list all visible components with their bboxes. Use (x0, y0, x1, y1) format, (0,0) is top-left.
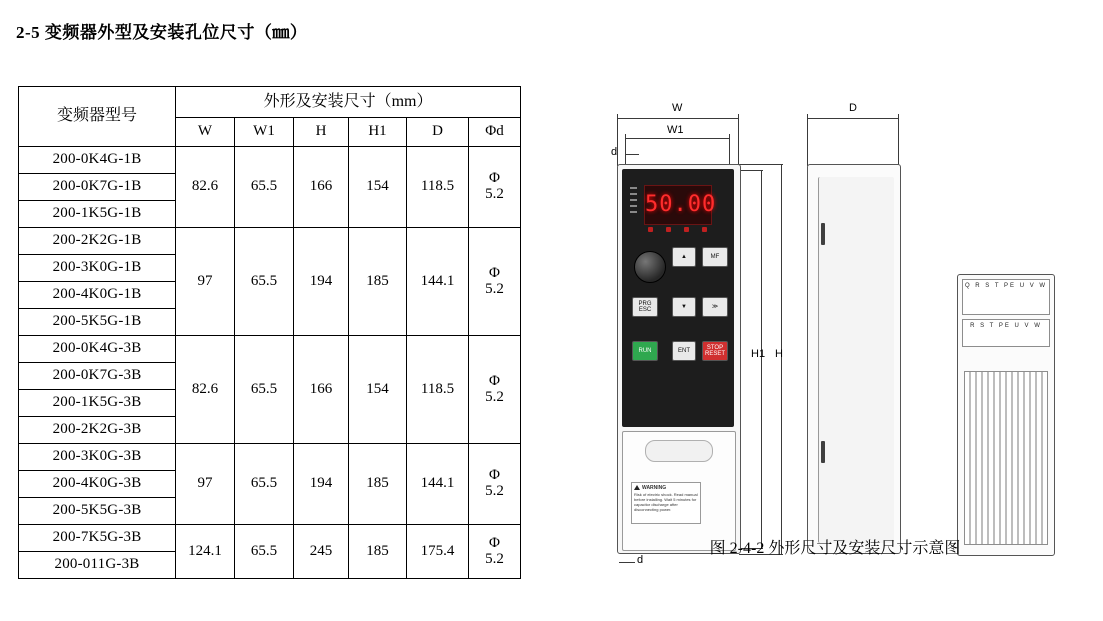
value-d: 175.4 (407, 525, 469, 579)
display-value: 50.00 (645, 192, 717, 217)
status-led (630, 193, 637, 195)
table-row (19, 147, 521, 174)
value-h1: 154 (349, 336, 407, 444)
up-button[interactable]: ▲ (672, 247, 696, 267)
value-phid (469, 228, 521, 336)
unit-led-row (648, 227, 708, 235)
run-button[interactable]: RUN (632, 341, 658, 361)
dim-ext-right-d (898, 114, 899, 166)
vent-opening (645, 440, 713, 462)
status-led-group (630, 187, 638, 221)
value-w1: 65.5 (235, 228, 294, 336)
dimension-drawing (585, 96, 1085, 566)
table-row (19, 228, 521, 255)
header-model: 变频器型号 (19, 87, 176, 147)
phi-symbol: Φ (489, 170, 500, 187)
table-header-row (19, 87, 521, 118)
dim-line-w (617, 118, 739, 119)
phi-symbol: Φ (489, 372, 500, 389)
figure-caption: 图 2-4-2 外形尺寸及安装尺寸示意图 (709, 540, 961, 557)
phi-symbol: Φ (489, 467, 500, 484)
model-cell: 200-3K0G-1B (19, 255, 176, 282)
dim-ext-top-h1 (739, 170, 763, 171)
phi-symbol: Φ (489, 264, 500, 281)
model-cell: 200-0K7G-3B (19, 363, 176, 390)
header-dims: 外形及安装尺寸（mm） (176, 87, 521, 118)
heatsink-fins (964, 371, 1048, 545)
value-d: 118.5 (407, 336, 469, 444)
value-w: 97 (176, 444, 235, 525)
model-cell: 200-2K2G-3B (19, 417, 176, 444)
front-lower-housing (622, 431, 736, 551)
control-terminal-labels: Q R S T PE U V W (964, 283, 1048, 289)
value-w: 124.1 (176, 525, 235, 579)
model-cell: 200-0K7G-1B (19, 174, 176, 201)
value-h1: 185 (349, 444, 407, 525)
model-cell: 200-1K5G-1B (19, 201, 176, 228)
value-h1: 185 (349, 525, 407, 579)
value-phid (469, 336, 521, 444)
value-w1: 65.5 (235, 525, 294, 579)
phi-value: 5.2 (485, 280, 504, 297)
subheader-w: W (176, 118, 235, 147)
value-h: 166 (294, 147, 349, 228)
subheader-phid: Φd (469, 118, 521, 147)
down-button[interactable]: ▼ (672, 297, 696, 317)
power-terminal-labels: R S T PE U V W (970, 323, 1042, 329)
unit-led (702, 227, 707, 232)
value-h: 245 (294, 525, 349, 579)
value-w1: 65.5 (235, 336, 294, 444)
dim-ext-left-w (617, 114, 618, 166)
model-cell: 200-1K5G-3B (19, 390, 176, 417)
model-cell: 200-3K0G-3B (19, 444, 176, 471)
keypad-panel (622, 169, 734, 427)
stop-reset-button[interactable]: STOP RESET (702, 341, 728, 361)
dim-label-w1: W1 (667, 124, 684, 136)
side-view (807, 164, 901, 554)
warning-label (631, 482, 701, 524)
table-row (19, 444, 521, 471)
warning-title: WARNING (634, 485, 698, 491)
dim-ext-right-w1 (729, 134, 730, 164)
status-led (630, 199, 637, 201)
value-d: 144.1 (407, 228, 469, 336)
status-led (630, 211, 637, 213)
model-cell: 200-0K4G-1B (19, 147, 176, 174)
spec-table-container (18, 86, 520, 579)
table-row (19, 525, 521, 552)
value-h1: 185 (349, 228, 407, 336)
dim-label-d-bottom: d (637, 554, 644, 566)
prg-esc-button[interactable]: PRG ESC (632, 297, 658, 317)
dim-label-w: W (672, 102, 683, 114)
status-led (630, 187, 637, 189)
status-led (630, 205, 637, 207)
dim-line-d-bottom (619, 562, 635, 563)
dim-label-h: H (775, 348, 783, 360)
table-row (19, 336, 521, 363)
mf-button[interactable]: MF (702, 247, 728, 267)
value-w: 82.6 (176, 147, 235, 228)
shift-button[interactable]: ≫ (702, 297, 728, 317)
subheader-h1: H1 (349, 118, 407, 147)
value-phid (469, 525, 521, 579)
front-view (617, 164, 741, 554)
enter-button[interactable]: ENT (672, 341, 696, 361)
value-h: 194 (294, 228, 349, 336)
model-cell: 200-7K5G-3B (19, 525, 176, 552)
dim-ext-left-w1 (625, 134, 626, 164)
model-cell: 200-0K4G-3B (19, 336, 176, 363)
side-slot (821, 223, 825, 245)
dim-label-d: D (849, 102, 857, 114)
side-view-body (818, 177, 894, 543)
phi-value: 5.2 (485, 550, 504, 567)
dim-ext-top-h (739, 164, 783, 165)
dim-line-d-small (625, 154, 639, 155)
phi-value: 5.2 (485, 388, 504, 405)
value-d: 144.1 (407, 444, 469, 525)
value-d: 118.5 (407, 147, 469, 228)
model-cell: 200-011G-3B (19, 552, 176, 579)
dim-line-d (807, 118, 899, 119)
model-cell: 200-2K2G-1B (19, 228, 176, 255)
warning-triangle-icon (634, 485, 640, 490)
model-cell: 200-4K0G-1B (19, 282, 176, 309)
led-display (644, 185, 717, 225)
phi-value: 5.2 (485, 483, 504, 499)
model-cell: 200-5K5G-3B (19, 498, 176, 525)
dim-ext-left-d (807, 114, 808, 166)
phi-symbol: Φ (489, 534, 500, 551)
phi-value: 5.2 (485, 186, 504, 202)
subheader-w1: W1 (235, 118, 294, 147)
terminal-view (957, 274, 1055, 556)
dimensions-table (18, 86, 521, 579)
page-title: 2-5 变频器外型及安装孔位尺寸（㎜） (16, 23, 308, 42)
warning-text: Risk of electric shock. Read manual before installing. Wait 5 minutes for capacitor discharge after disconnecting power. (634, 492, 698, 513)
value-w: 97 (176, 228, 235, 336)
value-phid (469, 444, 521, 525)
side-slot (821, 441, 825, 463)
dim-line-w1 (625, 138, 730, 139)
value-h: 194 (294, 444, 349, 525)
potentiometer-knob[interactable] (634, 251, 666, 283)
value-phid (469, 147, 521, 228)
power-terminal-block (962, 319, 1050, 347)
subheader-h: H (294, 118, 349, 147)
unit-led (684, 227, 689, 232)
dim-label-h1: H1 (751, 348, 766, 360)
unit-led (666, 227, 671, 232)
model-cell: 200-5K5G-1B (19, 309, 176, 336)
unit-led (648, 227, 653, 232)
dim-ext-right-w (738, 114, 739, 166)
value-h1: 154 (349, 147, 407, 228)
subheader-d: D (407, 118, 469, 147)
value-w1: 65.5 (235, 444, 294, 525)
value-h: 166 (294, 336, 349, 444)
value-w1: 65.5 (235, 147, 294, 228)
model-cell: 200-4K0G-3B (19, 471, 176, 498)
value-w: 82.6 (176, 336, 235, 444)
control-terminal-block (962, 279, 1050, 315)
dim-label-d-small: d (611, 146, 618, 158)
